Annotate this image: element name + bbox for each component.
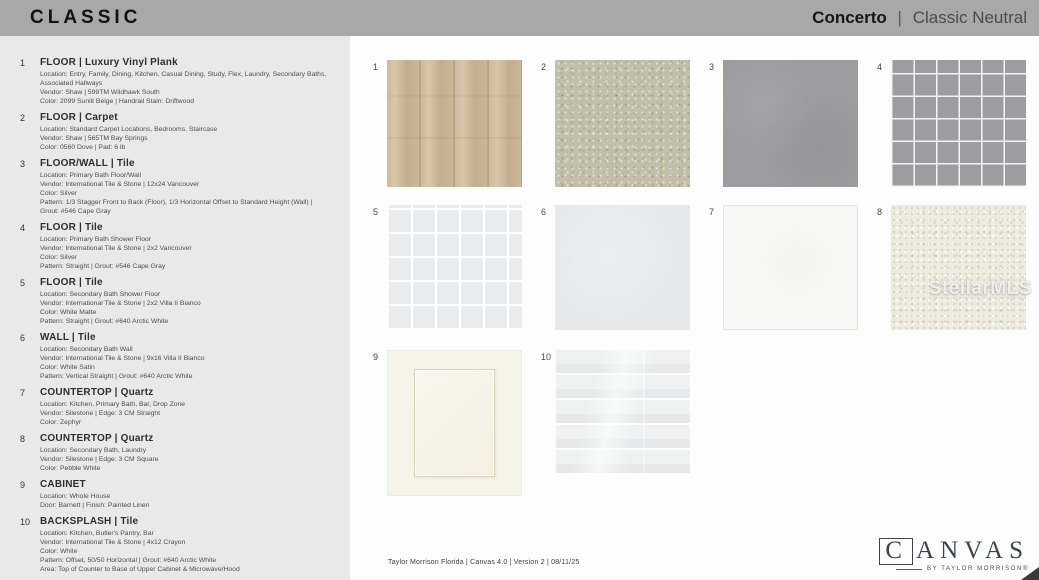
spec-item-detail: Location: Kitchen, Primary Bath, Bar, Drop Zone — [40, 401, 186, 408]
spec-item-body — [40, 516, 332, 574]
swatch-quartz-pebble — [891, 205, 1032, 330]
package-style-name: Classic Neutral — [912, 8, 1027, 27]
spec-item-detail: Location: Standard Carpet Locations, Bedrooms, Staircase — [40, 126, 218, 133]
spec-item-body — [40, 112, 332, 152]
swatch-number: 5 — [373, 207, 379, 217]
swatch-cell — [373, 205, 541, 330]
spec-item-number: 3 — [20, 159, 26, 169]
spec-item-title: COUNTERTOP | Quartz — [40, 433, 154, 444]
spec-item-detail: Pattern: Offset, 50/50 Horizontal | Grout: #640 Arctic White — [40, 557, 217, 564]
spec-item-body — [40, 332, 332, 381]
spec-item — [20, 516, 350, 574]
spec-item-detail: Vendor: Silestone | Edge: 3 CM Straight — [40, 410, 161, 417]
spec-item-body — [40, 222, 332, 271]
spec-item-detail: Color: Zephyr — [40, 419, 82, 426]
spec-item-detail: Color: Silver — [40, 254, 78, 261]
spec-item-number: 10 — [20, 517, 31, 527]
swatch-cell — [877, 60, 1039, 187]
canvas-logo-framed-c: C — [879, 538, 913, 565]
spec-item-detail: Vendor: International Tile & Stone | 2x2 Vancouver — [40, 245, 192, 252]
package-divider: | — [897, 8, 902, 27]
spec-item-number: 4 — [20, 223, 26, 233]
spec-item-detail: Vendor: International Tile & Stone | 9x16 Villa II Bianco — [40, 355, 205, 362]
spec-item — [20, 277, 350, 326]
swatch-row — [373, 205, 1039, 330]
spec-item-detail: Location: Secondary Bath Wall — [40, 346, 133, 353]
spec-item-detail: Location: Kitchen, Butler's Pantry, Bar — [40, 530, 154, 537]
spec-item-title: FLOOR | Carpet — [40, 112, 118, 123]
tagline-rule — [896, 569, 922, 570]
spec-item-detail: Pattern: Straight | Grout: #640 Arctic White — [40, 318, 169, 325]
swatch-number: 9 — [373, 352, 379, 362]
swatch-subway — [555, 350, 690, 475]
package-name: Concerto — [812, 8, 887, 27]
spec-item-detail: Vendor: Silestone | Edge: 3 CM Square — [40, 456, 159, 463]
spec-item-title: FLOOR | Tile — [40, 277, 103, 288]
spec-item-detail: Color: White — [40, 548, 78, 555]
swatch-number: 8 — [877, 207, 883, 217]
swatch-area — [350, 36, 1039, 580]
swatch-number: 4 — [877, 62, 883, 72]
spec-item-body — [40, 479, 332, 510]
spec-item-detail: Pattern: Straight | Grout: #546 Cape Gray — [40, 263, 166, 270]
spec-item-body — [40, 57, 332, 106]
spec-item-detail: Vendor: Shaw | 599TM Wildhawk South — [40, 89, 160, 96]
swatch-cell — [709, 60, 877, 187]
spec-item-number: 6 — [20, 333, 26, 343]
tagline-text: BY TAYLOR MORRISON® — [926, 566, 1029, 572]
spec-item-detail: Location: Secondary Bath Shower Floor — [40, 291, 161, 298]
spec-item-number: 5 — [20, 278, 26, 288]
corner-artifact — [1021, 567, 1039, 580]
spec-item-number: 7 — [20, 388, 26, 398]
swatch-row — [373, 60, 1039, 187]
swatch-cell — [373, 60, 541, 187]
spec-item-detail: Color: White Satin — [40, 364, 95, 371]
swatch-grid-gray — [891, 60, 1026, 187]
spec-item-detail: Vendor: Shaw | 565TM Bay Springs — [40, 135, 148, 142]
spec-item-title: COUNTERTOP | Quartz — [40, 387, 154, 398]
canvas-logo-letters: ANVAS — [916, 537, 1029, 564]
swatch-carpet — [555, 60, 690, 187]
spec-item-body — [40, 158, 332, 216]
spec-item-number: 9 — [20, 480, 26, 490]
spec-item-detail: Pattern: 1/3 Stagger Front to Back (Floor), 1/3 Horizontal Offset to Standard Height (Wall) | Grout: #546 Cape Gray — [40, 199, 313, 215]
spec-item — [20, 112, 350, 152]
spec-item-detail: Color: Pebble White — [40, 465, 101, 472]
swatch-number: 6 — [541, 207, 547, 217]
spec-item — [20, 57, 350, 106]
swatch-cell — [541, 350, 709, 496]
swatch-row — [373, 350, 1039, 496]
swatch-tile-light — [555, 205, 690, 330]
spec-item-number: 1 — [20, 58, 26, 68]
spec-item-body — [40, 277, 332, 326]
package-title — [812, 8, 1027, 28]
spec-item — [20, 479, 350, 510]
spec-item-body — [40, 387, 332, 427]
spec-item-title: WALL | Tile — [40, 332, 96, 343]
spec-item-detail: Door: Barnett | Finish: Painted Linen — [40, 502, 150, 509]
spec-item-detail: Color: 0560 Dove | Pad: 6 lb — [40, 144, 126, 151]
swatch-cell — [709, 205, 877, 330]
swatch-number: 1 — [373, 62, 379, 72]
spec-item-detail: Area: Top of Counter to Base of Upper Cabinet & Microwave/Hood — [40, 566, 240, 573]
canvas-logo-wordmark — [879, 537, 1029, 565]
swatch-number: 7 — [709, 207, 715, 217]
spec-item-detail: Color: 2099 Sunlit Beige | Handrail Stain: Driftwood — [40, 98, 195, 105]
swatch-number: 10 — [541, 352, 552, 362]
canvas-logo — [879, 537, 1029, 572]
swatch-tile-gray — [723, 60, 858, 187]
swatch-cell — [541, 205, 709, 330]
swatch-cell — [373, 350, 541, 496]
spec-item-detail: Vendor: International Tile & Stone | 12x24 Vancouver — [40, 181, 200, 188]
spec-item-detail: Pattern: Vertical Straight | Grout: #640 Arctic White — [40, 373, 193, 380]
spec-item-detail: Location: Secondary Bath, Laundry — [40, 447, 147, 454]
spec-item-number: 2 — [20, 113, 26, 123]
mls-watermark: StellarMLS — [928, 278, 1032, 299]
spec-item-body — [40, 433, 332, 473]
spec-item-detail: Color: Silver — [40, 190, 78, 197]
spec-item-detail: Location: Primary Bath Floor/Wall — [40, 172, 141, 179]
spec-item-number: 8 — [20, 434, 26, 444]
spec-item — [20, 158, 350, 216]
spec-item — [20, 387, 350, 427]
spec-item-title: FLOOR | Luxury Vinyl Plank — [40, 57, 178, 68]
collection-title: CLASSIC — [30, 7, 142, 28]
spec-item-detail: Location: Whole House — [40, 493, 111, 500]
swatch-wood — [387, 60, 522, 187]
spec-item-detail: Vendor: International Tile & Stone | 2x2 Villa II Bianco — [40, 300, 201, 307]
spec-item-detail: Vendor: International Tile & Stone | 4x12 Crayon — [40, 539, 186, 546]
spec-item-title: BACKSPLASH | Tile — [40, 516, 139, 527]
spec-item-detail: Location: Entry, Family, Dining, Kitchen, Casual Dining, Study, Flex, Laundry, Secondary Baths, Associated Hallways — [40, 71, 327, 87]
spec-item-detail: Location: Primary Bath Shower Floor — [40, 236, 152, 243]
swatch-cell — [877, 205, 1039, 330]
swatch-cabinet — [387, 350, 522, 496]
swatch-grid-light — [387, 205, 522, 330]
swatch-cell — [541, 60, 709, 187]
spec-item-title: CABINET — [40, 479, 86, 490]
spec-item — [20, 332, 350, 381]
swatch-number: 3 — [709, 62, 715, 72]
spec-item-title: FLOOR | Tile — [40, 222, 103, 233]
spec-sidebar — [0, 36, 350, 580]
spec-item — [20, 222, 350, 271]
spec-item — [20, 433, 350, 473]
header-bar — [0, 0, 1039, 36]
canvas-logo-tagline — [879, 566, 1029, 572]
swatch-quartz-white — [723, 205, 858, 330]
swatch-number: 2 — [541, 62, 547, 72]
spec-item-detail: Color: White Matte — [40, 309, 97, 316]
swatch-grid — [373, 60, 1039, 496]
footer-caption: Taylor Morrison Florida | Canvas 4.0 | Version 2 | 08/11/25 — [388, 559, 580, 566]
spec-item-title: FLOOR/WALL | Tile — [40, 158, 135, 169]
